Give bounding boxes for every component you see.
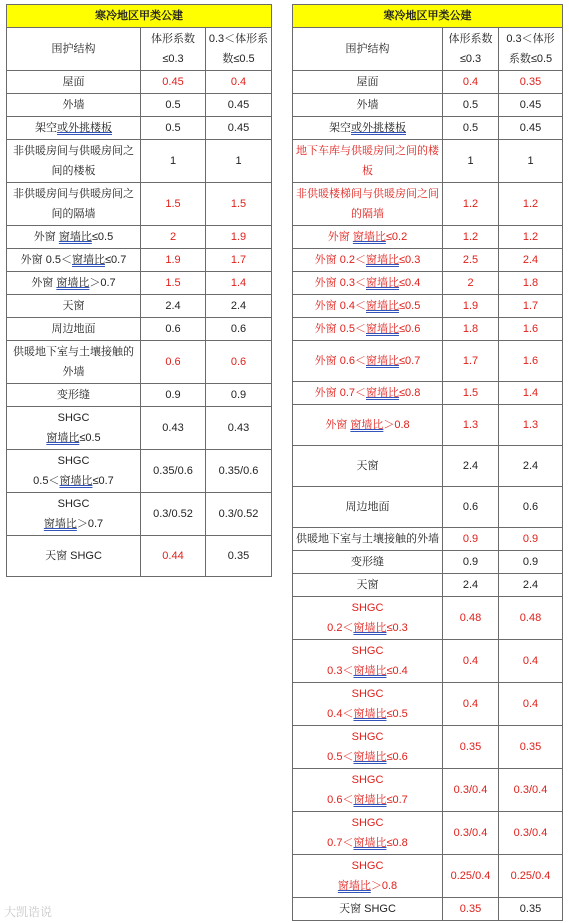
table-row (293, 94, 563, 117)
row-value: 0.43 (206, 407, 272, 450)
header-shape-coef-high: 0.3＜体形系数≤0.5 (499, 28, 563, 71)
row-label: SHGC 0.3＜窗墙比≤0.4 (293, 640, 443, 683)
table-row (293, 382, 563, 405)
table-row (293, 898, 563, 921)
table-row (7, 318, 272, 341)
row-value: 2.4 (499, 446, 563, 487)
row-value: 0.35 (499, 898, 563, 921)
row-label: 天窗 (7, 295, 141, 318)
row-label: 变形缝 (7, 384, 141, 407)
row-value: 2.4 (141, 295, 206, 318)
table-row (7, 226, 272, 249)
table-row (293, 405, 563, 446)
row-label: 外窗 0.7＜窗墙比≤0.8 (293, 382, 443, 405)
row-value: 0.9 (141, 384, 206, 407)
table-row (293, 528, 563, 551)
table-row (293, 140, 563, 183)
table-row (7, 117, 272, 140)
table-header-row (293, 28, 563, 71)
row-value: 0.5 (443, 117, 499, 140)
row-value: 0.6 (206, 318, 272, 341)
row-value: 0.48 (443, 597, 499, 640)
row-value: 0.4 (443, 640, 499, 683)
row-value: 1 (443, 140, 499, 183)
row-value: 1.9 (141, 249, 206, 272)
table-row (293, 446, 563, 487)
row-value: 0.9 (206, 384, 272, 407)
row-value: 0.5 (141, 94, 206, 117)
row-value: 1.7 (206, 249, 272, 272)
table-title: 寒冷地区甲类公建 (293, 5, 563, 28)
row-value: 0.48 (499, 597, 563, 640)
row-label: 外窗 0.5＜窗墙比≤0.7 (7, 249, 141, 272)
table-row (7, 249, 272, 272)
table-row (7, 140, 272, 183)
row-value: 0.9 (443, 551, 499, 574)
row-value: 0.4 (206, 71, 272, 94)
row-value: 0.35 (499, 71, 563, 94)
table-row (293, 769, 563, 812)
row-value: 1.5 (443, 382, 499, 405)
row-value: 1.2 (443, 226, 499, 249)
table-row (293, 183, 563, 226)
row-value: 1.3 (499, 405, 563, 446)
row-value: 0.6 (499, 487, 563, 528)
row-label: SHGC 0.5＜窗墙比≤0.7 (7, 450, 141, 493)
row-value: 0.9 (499, 528, 563, 551)
row-value: 0.6 (206, 341, 272, 384)
row-value: 1.8 (499, 272, 563, 295)
row-value: 0.3/0.4 (499, 812, 563, 855)
row-value: 2 (141, 226, 206, 249)
table-row (7, 493, 272, 536)
row-label: 屋面 (293, 71, 443, 94)
table-title-row (293, 5, 563, 28)
row-value: 0.4 (499, 683, 563, 726)
row-value: 2.4 (499, 249, 563, 272)
table-row (293, 71, 563, 94)
row-label: 外墙 (293, 94, 443, 117)
table-row (293, 551, 563, 574)
row-value: 0.45 (499, 117, 563, 140)
table-row (293, 683, 563, 726)
table-row (7, 183, 272, 226)
row-label: 外窗 窗墙比＞0.7 (7, 272, 141, 295)
row-label: 非供暖房间与供暖房间之间的楼板 (7, 140, 141, 183)
row-label: 地下车库与供暖房间之间的楼板 (293, 140, 443, 183)
table-row (7, 341, 272, 384)
row-value: 0.35 (443, 726, 499, 769)
row-label: SHGC 0.5＜窗墙比≤0.6 (293, 726, 443, 769)
table-row (293, 487, 563, 528)
row-value: 2.5 (443, 249, 499, 272)
row-label: 外墙 (7, 94, 141, 117)
row-value: 1.5 (141, 272, 206, 295)
table-title-row (7, 5, 272, 28)
table-row (293, 226, 563, 249)
row-value: 1.9 (443, 295, 499, 318)
table-row (293, 855, 563, 898)
table-row (7, 450, 272, 493)
row-label: 架空或外挑楼板 (293, 117, 443, 140)
row-value: 1.2 (499, 183, 563, 226)
row-value: 1.7 (499, 295, 563, 318)
row-label: SHGC 0.4＜窗墙比≤0.5 (293, 683, 443, 726)
row-value: 1.8 (443, 318, 499, 341)
row-value: 2.4 (206, 295, 272, 318)
row-label: SHGC 窗墙比≤0.5 (7, 407, 141, 450)
row-label: 架空或外挑楼板 (7, 117, 141, 140)
watermark-text: 大凯诰说 (4, 905, 53, 919)
row-value: 0.6 (141, 341, 206, 384)
table-row (7, 71, 272, 94)
row-label: 外窗 0.3＜窗墙比≤0.4 (293, 272, 443, 295)
row-label: 周边地面 (7, 318, 141, 341)
table-row (293, 726, 563, 769)
table-row (7, 407, 272, 450)
row-label: 外窗 窗墙比＞0.8 (293, 405, 443, 446)
header-shape-coef-high: 0.3＜体形系数≤0.5 (206, 28, 272, 71)
row-value: 0.3/0.52 (141, 493, 206, 536)
table-row (293, 117, 563, 140)
row-value: 0.43 (141, 407, 206, 450)
row-value: 1.4 (499, 382, 563, 405)
row-value: 1.9 (206, 226, 272, 249)
table-row (7, 536, 272, 577)
table-row (293, 318, 563, 341)
row-value: 0.45 (141, 71, 206, 94)
row-value: 2 (443, 272, 499, 295)
row-label: SHGC 0.7＜窗墙比≤0.8 (293, 812, 443, 855)
row-value: 2.4 (499, 574, 563, 597)
row-value: 0.9 (499, 551, 563, 574)
row-label: 天窗 (293, 574, 443, 597)
row-label: 变形缝 (293, 551, 443, 574)
row-value: 0.25/0.4 (499, 855, 563, 898)
table-row (293, 640, 563, 683)
table-header-row (7, 28, 272, 71)
header-shape-coef-low: 体形系数≤0.3 (141, 28, 206, 71)
table-row (7, 384, 272, 407)
row-value: 0.9 (443, 528, 499, 551)
row-value: 0.45 (499, 94, 563, 117)
row-value: 0.45 (206, 117, 272, 140)
row-value: 0.45 (206, 94, 272, 117)
header-envelope: 围护结构 (7, 28, 141, 71)
row-value: 0.3/0.4 (499, 769, 563, 812)
table-title: 寒冷地区甲类公建 (7, 5, 272, 28)
row-value: 0.5 (141, 117, 206, 140)
table-row (293, 249, 563, 272)
table-row (293, 574, 563, 597)
row-value: 0.4 (443, 683, 499, 726)
row-value: 1.3 (443, 405, 499, 446)
row-label: 外窗 窗墙比≤0.5 (7, 226, 141, 249)
row-value: 0.35 (206, 536, 272, 577)
row-value: 0.3/0.4 (443, 769, 499, 812)
row-value: 0.3/0.4 (443, 812, 499, 855)
row-value: 0.35/0.6 (141, 450, 206, 493)
row-label: 供暖地下室与土壤接触的外墙 (7, 341, 141, 384)
row-value: 0.4 (443, 71, 499, 94)
row-label: SHGC 0.2＜窗墙比≤0.3 (293, 597, 443, 640)
row-label: SHGC 0.6＜窗墙比≤0.7 (293, 769, 443, 812)
row-value: 1.2 (499, 226, 563, 249)
row-value: 0.3/0.52 (206, 493, 272, 536)
row-value: 0.25/0.4 (443, 855, 499, 898)
row-value: 1.2 (443, 183, 499, 226)
header-envelope: 围护结构 (293, 28, 443, 71)
row-value: 1.6 (499, 341, 563, 382)
row-value: 1.6 (499, 318, 563, 341)
table-row (293, 597, 563, 640)
right-standard-table (292, 4, 563, 921)
row-label: 天窗 SHGC (7, 536, 141, 577)
row-label: 非供暖楼梯间与供暖房间之间的隔墙 (293, 183, 443, 226)
table-row (293, 295, 563, 318)
row-value: 1.7 (443, 341, 499, 382)
row-label: 供暖地下室与土壤接触的外墙 (293, 528, 443, 551)
table-row (7, 272, 272, 295)
table-row (7, 94, 272, 117)
row-label: 外窗 0.2＜窗墙比≤0.3 (293, 249, 443, 272)
row-label: SHGC 窗墙比＞0.7 (7, 493, 141, 536)
row-label: 外窗 0.5＜窗墙比≤0.6 (293, 318, 443, 341)
row-value: 1 (499, 140, 563, 183)
row-value: 1.5 (206, 183, 272, 226)
row-label: 外窗 窗墙比≤0.2 (293, 226, 443, 249)
row-value: 2.4 (443, 446, 499, 487)
row-label: 外窗 0.4＜窗墙比≤0.5 (293, 295, 443, 318)
row-value: 0.5 (443, 94, 499, 117)
table-row (7, 295, 272, 318)
row-label: 非供暖房间与供暖房间之间的隔墙 (7, 183, 141, 226)
row-label: 外窗 0.6＜窗墙比≤0.7 (293, 341, 443, 382)
header-shape-coef-low: 体形系数≤0.3 (443, 28, 499, 71)
row-value: 1.4 (206, 272, 272, 295)
row-value: 0.35/0.6 (206, 450, 272, 493)
row-value: 0.6 (141, 318, 206, 341)
row-value: 1 (141, 140, 206, 183)
left-standard-table (6, 4, 272, 577)
row-value: 0.35 (443, 898, 499, 921)
row-value: 0.44 (141, 536, 206, 577)
row-label: 周边地面 (293, 487, 443, 528)
table-row (293, 341, 563, 382)
row-value: 1 (206, 140, 272, 183)
row-value: 0.6 (443, 487, 499, 528)
row-value: 1.5 (141, 183, 206, 226)
row-label: 屋面 (7, 71, 141, 94)
row-label: 天窗 SHGC (293, 898, 443, 921)
row-value: 0.4 (499, 640, 563, 683)
row-value: 2.4 (443, 574, 499, 597)
row-label: 天窗 (293, 446, 443, 487)
row-value: 0.35 (499, 726, 563, 769)
row-label: SHGC 窗墙比＞0.8 (293, 855, 443, 898)
table-row (293, 812, 563, 855)
table-row (293, 272, 563, 295)
